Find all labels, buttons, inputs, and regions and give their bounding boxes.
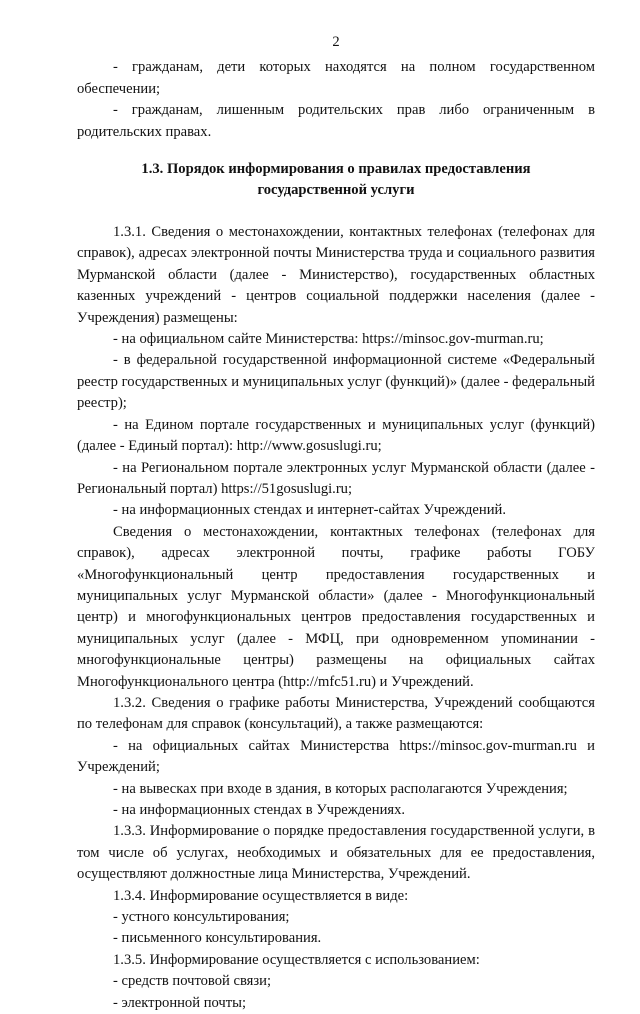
- list-item-stands-in-institutions: - на информационных стендах в Учреждениях.: [113, 802, 406, 818]
- page-number: 2: [332, 34, 340, 50]
- list-item-ministry-site: - на официальном сайте Министерства: https://minsoc.gov-murman.ru;: [113, 331, 544, 348]
- list-item-official-sites: - на официальных сайтах Министерства https://minsoc.gov-murman.ru и Учреждений;: [77, 737, 595, 776]
- list-item-unified-portal: - на Едином портале государственных и муниципальных услуг (функций) (далее - Единый портал): http://www.gosuslugi.ru;: [77, 416, 595, 455]
- section-heading-line-2: государственной услуги: [257, 181, 415, 198]
- list-item-federal-registry: - в федеральной государственной информационной системе «Федеральный реестр государственных и муниципальных услуг (функций)» (далее - федеральный реестр);: [77, 352, 595, 412]
- paragraph-1-3-5: 1.3.5. Информирование осуществляется с использованием:: [113, 951, 480, 968]
- paragraph-mfc-info: Сведения о местонахождении, контактных телефонах (телефонах для справок), адресах электронной почты, графике работы ГОБУ «Многофункциональный центр предоставления государственных и муниципальных услуг Мурманской области» (далее - Многофункциональный центр) и многофункциональных центров предоставления государственных и муниципальных услуг (далее - МФЦ, при одновременном упоминании - многофункциональные центры) размещены на официальных сайтах Многофункционального центра (http://mfc51.ru) и Учреждений.: [77, 523, 595, 690]
- section-heading-line-1: 1.3. Порядок информирования о правилах предоставления: [141, 161, 531, 178]
- list-item-info-stands: - на информационных стендах и интернет-сайтах Учреждений.: [113, 502, 506, 519]
- list-item-regional-portal: - на Региональном портале электронных услуг Мурманской области (далее - Региональный портал) https://51gosuslugi.ru;: [77, 459, 595, 497]
- list-item-postal: - средств почтовой связи;: [113, 973, 272, 990]
- section-heading: [77, 159, 595, 200]
- paragraph-1-3-2: 1.3.2. Сведения о графике работы Министерства, Учреждений сообщаются по телефонам для справок (консультаций), а также размещаются:: [77, 694, 595, 733]
- list-item-oral-consulting: - устного консультирования;: [113, 909, 290, 926]
- list-item-written-consulting: - письменного консультирования.: [113, 930, 322, 947]
- paragraph-1-3-1: 1.3.1. Сведения о местонахождении, контактных телефонах (телефонах для справок), адресах электронной почты Министерства труда и социального развития Мурманской области (далее - Министерство), государственных областных казенных учреждений - центров социальной поддержки населения (далее - Учреждения) размещены:: [77, 224, 595, 326]
- list-item-signboards: - на вывесках при входе в здания, в которых располагаются Учреждения;: [113, 780, 568, 797]
- paragraph-1-3-4: 1.3.4. Информирование осуществляется в виде:: [113, 887, 409, 904]
- intro-paragraph-2: - гражданам, лишенным родительских прав либо ограниченным в родительских правах.: [77, 102, 595, 140]
- list-item-email: - электронной почты;: [113, 994, 246, 1011]
- document-page: [77, 32, 595, 1014]
- paragraph-1-3-3: 1.3.3. Информирование о порядке предоставления государственной услуги, в том числе об услугах, необходимых и обязательных для ее предоставления, осуществляют должностные лица Министерства, Учреждений.: [77, 823, 595, 883]
- intro-paragraph-1: - гражданам, дети которых находятся на полном государственном обеспечении;: [77, 59, 595, 97]
